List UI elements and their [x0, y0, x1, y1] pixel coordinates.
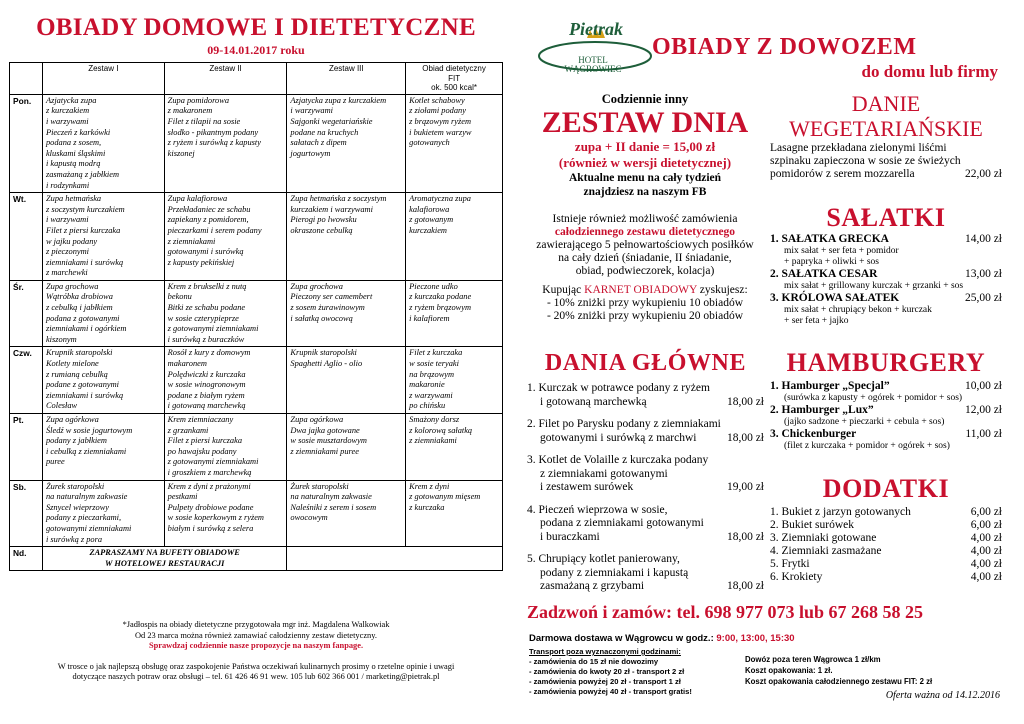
main-dish-item	[527, 382, 764, 409]
zestaw-fb1: Aktualne menu na cały tydzień	[568, 172, 722, 184]
cal-line2: całodziennego zestawu dietetycznego	[554, 226, 736, 238]
dodatki-title: DODATKI	[822, 474, 950, 503]
burger-item	[770, 380, 1002, 393]
dish-cell: Filet z kurczaka w sosie teryaki na brązowym makaronie z warzywami po chińsku	[406, 347, 503, 414]
burger-desc: (jajko sadzone + pieczarki + cebula + sos)	[784, 417, 945, 427]
cal-line3: zawierającego 5 pełnowartościowych posiłków	[536, 239, 754, 251]
transport-rule: - zamówienia powyżej 20 zł - transport 1 zł	[529, 677, 681, 686]
salad-desc: + ser feta + jajko	[784, 316, 849, 326]
side-name: 2. Bukiet surówek	[770, 519, 855, 531]
burger-item	[770, 404, 1002, 417]
side-item	[770, 545, 1002, 558]
salad-desc: + papryka + oliwki + sos	[784, 257, 879, 267]
side-item	[770, 532, 1002, 545]
note-dietitian: *Jadłospis na obiady dietetyczne przygotowała mgr inż. Magdalena Walkowiak	[122, 620, 390, 629]
table-row	[10, 193, 503, 281]
note-fanpage: Sprawdzaj codziennie nasze propozycje na naszym fanpage.	[148, 641, 364, 651]
table-header-row	[10, 63, 503, 95]
dish-cell: Aromatyczna zupa kalafiorowa z gotowanym kurczakiem	[406, 193, 503, 281]
day-label: Wt.	[10, 193, 43, 281]
burger-desc: (surówka z kapusty + ogórek + pomidor + sos)	[784, 393, 963, 403]
note-feedback: W trosce o jak najlepszą obsługę oraz zaspokojenie Państwa oczekiwań kulinarnych prosimy o rzetelne opinie i uwagi	[57, 661, 455, 671]
dodatki-section	[770, 474, 1002, 584]
burger-name: 1. Hamburger „Specjal”	[770, 380, 890, 392]
dish-cell: Żurek staropolski na naturalnym zakwasie Sznycel wieprzowy podany z pieczarkami, gotowanymi ziemniakami i surówką z pora	[42, 480, 164, 547]
main-dish-price: 18,00 zł	[726, 580, 764, 592]
delivery-hours-label: Darmowa dostawa w Wągrowcu w godz.:	[529, 633, 717, 644]
note-fit: Od 23 marca można również zamawiać całodzienny zestaw dietetyczny.	[135, 630, 377, 640]
main-dish-line: 1. Kurczak w potrawce podany z ryżem	[527, 382, 710, 394]
main-dish-line: podana z ziemniakami gotowanymi	[540, 517, 704, 529]
glowne-section	[527, 348, 764, 603]
dish-cell: Krem ziemniaczany z grzankami Filet z piersi kurczaka po hawajsku podany z gotowanymi ziemniakami i groszkiem z marchewką	[164, 414, 287, 481]
transport-rule: - zamówienia do kwoty 20 zł - transport 2 zł	[529, 667, 685, 676]
side-price: 4,00 zł	[970, 558, 1002, 570]
side-name: 3. Ziemniaki gotowane	[770, 532, 877, 544]
left-dates: 09-14.01.2017 roku	[207, 43, 305, 57]
side-name: 1. Bukiet z jarzyn gotowanych	[770, 506, 911, 518]
karnet-name: KARNET OBIADOWY	[584, 284, 697, 296]
salad-desc: mix sałat + chrupiący bekon + kurczak	[784, 305, 932, 315]
main-dish-line: 3. Kotlet de Volaille z kurczaka podany	[527, 454, 709, 466]
dish-cell: Krem z brukselki z nutą bekonu Bitki ze schabu podane w sosie czterypieprze z gotowanymi ziemniakami i surówką z buraczków	[164, 280, 287, 347]
dish-cell: Rosół z kury z domowym makaronem Polędwiczki z kurczaka w sosie winogronowym podane z białym ryżem i gotowaną marchewką	[164, 347, 287, 414]
main-dish-price: 18,00 zł	[726, 530, 764, 543]
table-header-cell	[10, 63, 43, 95]
table-header-cell: Zestaw II	[164, 63, 287, 95]
logo-text: Pietrak	[569, 19, 623, 39]
cal-line1: Istnieje również możliwość zamówienia	[552, 213, 738, 225]
dish-cell: Krem z dyni z prażonymi pestkami Pulpety drobiowe podane w sosie koperkowym z ryżem białym i surówką z selera	[164, 480, 287, 547]
day-label: Śr.	[10, 280, 43, 347]
burger-price: 11,00 zł	[965, 428, 1002, 440]
main-dish-last-line	[527, 432, 764, 446]
logo-hotel	[543, 56, 643, 74]
main-dish-item	[527, 418, 764, 445]
burger-item	[770, 428, 1002, 441]
salatki-section	[770, 203, 1002, 327]
main-dish-line: i buraczkami	[540, 530, 600, 543]
karnet-text2: zyskujesz:	[696, 284, 748, 296]
delivery-hours-times: 9:00, 13:00, 15:30	[716, 633, 795, 644]
left-notes	[0, 620, 512, 683]
dish-cell: Zupa hetmańska z soczystym kurczakiem i warzywami Filet z piersi kurczaka w jajku podany z pieczonymi ziemniakami i surówką z marchewki	[42, 193, 164, 281]
empty-cell	[287, 547, 503, 571]
wege-price: 22,00 zł	[964, 168, 1002, 180]
main-dish-price: 18,00 zł	[726, 395, 764, 408]
left-title: OBIADY DOMOWE I DIETETYCZNE	[36, 14, 476, 41]
cal-line5: obiad, podwieczorek, kolacja)	[575, 265, 715, 277]
wege-line1: Lasagne przekładana zielonymi liśćmi	[770, 142, 947, 154]
zestaw-price: zupa + II danie = 15,00 zł	[574, 139, 716, 154]
dish-cell: Azjatycka zupa z kurczakiem i warzywami Pieczeń z karkówki podana z sosem, kluskami śląskimi i kapustą modrą zasmażaną z jabłkiem i rodzynkami	[42, 94, 164, 192]
wege-title2: WEGETARIAŃSKIE	[789, 116, 983, 141]
main-dish-last-line	[527, 396, 764, 410]
karnet-10: - 10% zniżki przy wykupieniu 10 obiadów	[546, 297, 744, 309]
dish-cell: Zupa grochowa Wątróbka drobiowa z cebulką i jabłkiem podana z gotowanymi ziemniakami i ogórkiem kiszonym	[42, 280, 164, 347]
side-item	[770, 519, 1002, 532]
table-header-cell: Zestaw I	[42, 63, 164, 95]
dish-cell: Zupa grochowa Pieczony ser camembert z sosem żurawinowym i sałatką owocową	[287, 280, 406, 347]
logo-hotel-label: HOTEL	[578, 55, 608, 65]
main-dish-last-line	[527, 580, 764, 594]
salad-desc: mix sałat + grillowany kurczak + grzanki + sos	[784, 281, 964, 291]
burger-name: 3. Chickenburger	[770, 428, 857, 440]
burger-desc: (filet z kurczaka + pomidor + ogórek + sos)	[784, 441, 950, 451]
main-dish-last-line	[527, 531, 764, 545]
delivery-outside: Dowóz poza teren Wągrowca 1 zł/km	[745, 655, 881, 664]
main-dish-line: zasmażaną z grzybami	[540, 580, 645, 592]
main-dish-line: i gotowaną marchewką	[540, 395, 647, 408]
side-name: 5. Frytki	[770, 558, 810, 570]
sunday-note: ZAPRASZAMY NA BUFETY OBIADOWE W HOTELOWEJ RESTAURACJI	[42, 547, 286, 571]
dish-cell: Pieczone udko z kurczaka podane z ryżem brązowym i kalafiorem	[406, 280, 503, 347]
salad-item	[770, 268, 1002, 281]
package-cost-fit: Koszt opakowania całodziennego zestawu FIT: 2 zł	[745, 677, 933, 686]
main-dish-item	[527, 504, 764, 545]
offer-valid: Oferta ważna od 14.12.2016	[885, 690, 1000, 701]
karnet-20: - 20% zniżki przy wykupieniu 20 obiadów	[546, 310, 744, 322]
table-row	[10, 347, 503, 414]
table-row	[10, 414, 503, 481]
weekly-menu-table	[9, 62, 503, 571]
delivery-title: OBIADY Z DOWOZEM	[652, 34, 917, 60]
main-dish-line: z ziemniakami gotowanymi	[540, 467, 668, 480]
side-item	[770, 571, 1002, 584]
wege-line3	[770, 168, 1002, 181]
dish-cell: Zupa ogórkowa Śledź w sosie jogurtowym podany z jabłkiem i cebulką z ziemniakami puree	[42, 414, 164, 481]
cal-line4: na cały dzień (śniadanie, II śniadanie,	[558, 252, 732, 264]
zestaw-section	[525, 92, 765, 323]
main-dish-item	[527, 553, 764, 594]
salad-item	[770, 292, 1002, 305]
salad-name: 2. SAŁATKA CESAR	[770, 268, 878, 280]
transport-heading: Transport poza wyznaczonymi godzinami:	[529, 647, 681, 656]
side-item	[770, 558, 1002, 571]
side-price: 6,00 zł	[970, 506, 1002, 518]
zestaw-fb2: znajdziesz na naszym FB	[583, 186, 707, 198]
zestaw-diet: (również w wersji dietetycznej)	[558, 155, 732, 170]
table-row	[10, 94, 503, 192]
delivery-hours	[529, 633, 829, 644]
package-costs	[745, 654, 1005, 687]
dish-cell: Azjatycka zupa z kurczakiem i warzywami Sajgonki wegetariańskie podane na kruchych sałatach z dipem jogurtowym	[287, 94, 406, 192]
main-dish-line: podany z ziemniakami i kapustą	[540, 566, 689, 579]
side-price: 6,00 zł	[970, 519, 1002, 531]
table-row	[10, 480, 503, 547]
transport-terms	[529, 647, 739, 697]
wege-line2: szpinaku zapieczona w sosie ze świeżych	[770, 155, 961, 167]
side-price: 4,00 zł	[970, 571, 1002, 583]
dish-cell: Zupa hetmańska z soczystym kurczakiem i warzywami Pierogi po lwowsku okraszone cebulką	[287, 193, 406, 281]
side-name: 6. Krokiety	[770, 571, 823, 583]
day-label: Nd.	[10, 547, 43, 571]
burger-price: 10,00 zł	[964, 380, 1002, 392]
transport-rule: - zamówienia powyżej 40 zł - transport gratis!	[529, 687, 692, 696]
main-dish-line: 4. Pieczeń wieprzowa w sosie,	[527, 503, 668, 516]
salad-desc: mix sałat + ser feta + pomidor	[784, 246, 899, 256]
delivery-subtitle: do domu lub firmy	[861, 62, 998, 81]
side-item	[770, 506, 1002, 519]
salad-price: 25,00 zł	[964, 292, 1002, 304]
main-dish-line: gotowanymi i surówką z marchwi	[540, 431, 697, 444]
hamb-title: HAMBURGERY	[786, 348, 986, 377]
dish-cell: Zupa kalafiorowa Przekładaniec ze schabu zapiekany z pomidorem, pieczarkami i serem podany z ziemniakami gotowanymi i surówką z kapusty pekińskiej	[164, 193, 287, 281]
main-dish-line: i zestawem surówek	[540, 481, 634, 493]
day-label: Sb.	[10, 480, 43, 547]
dish-cell: Krem z dyni z gotowanym mięsem z kurczaka	[406, 480, 503, 547]
main-dish-price: 19,00 zł	[726, 481, 764, 493]
salatki-title: SAŁATKI	[826, 203, 946, 232]
karnet-text: Kupując	[542, 284, 585, 296]
salad-name: 3. KRÓLOWA SAŁATEK	[770, 292, 900, 304]
salad-item	[770, 233, 1002, 246]
hamb-section	[770, 348, 1002, 452]
main-dish-line: 2. Filet po Parysku podany z ziemniakami	[527, 418, 721, 430]
table-header-cell: Zestaw III	[287, 63, 406, 95]
dish-cell: Kotlet schabowy z ziołami podany z brązowym ryżem i bukietem warzyw gotowanych	[406, 94, 503, 192]
day-label: Pt.	[10, 414, 43, 481]
transport-rule: - zamówienia do 15 zł nie dowozimy	[529, 657, 659, 666]
wege-section	[770, 92, 1002, 181]
zestaw-title: ZESTAW DNIA	[541, 106, 749, 139]
table-header-cell: Obiad dietetyczny FIT ok. 500 kcal*	[406, 63, 503, 95]
package-cost: Koszt opakowania: 1 zł.	[745, 666, 833, 675]
wege-line3-text: pomidorów z serem mozzarella	[770, 168, 915, 180]
side-price: 4,00 zł	[970, 545, 1002, 557]
main-dish-item	[527, 454, 764, 495]
glowne-title: DANIA GŁÓWNE	[544, 350, 747, 376]
dish-cell: Krupnik staropolski Kotlety mielone z rumianą cebulką podane z gotowanymi ziemniakami i surówką Colesław	[42, 347, 164, 414]
dish-cell: Krupnik staropolski Spaghetti Aglio - olio	[287, 347, 406, 414]
burger-price: 12,00 zł	[964, 404, 1002, 416]
logo-city: WĄGROWIEC	[564, 64, 622, 74]
dish-cell: Smażony dorsz z kolorową sałatką z ziemniakami	[406, 414, 503, 481]
salad-price: 13,00 zł	[964, 268, 1002, 280]
salad-name: 1. SAŁATKA GRECKA	[770, 233, 889, 245]
order-phone: Zadzwoń i zamów: tel. 698 977 073 lub 67 268 58 25	[527, 602, 923, 622]
salad-price: 14,00 zł	[964, 233, 1002, 245]
zestaw-intro: Codziennie inny	[601, 92, 689, 106]
main-dish-last-line	[527, 481, 764, 495]
table-row	[10, 547, 503, 571]
dish-cell: Żurek staropolski na naturalnym zakwasie Naleśniki z serem i sosem owocowym	[287, 480, 406, 547]
note-contact: dotyczące naszych potraw oraz obsługi – tel. 61 426 46 91 wew. 105 lub 602 366 001 / marketing@pietrak.pl	[72, 672, 440, 682]
day-label: Czw.	[10, 347, 43, 414]
day-label: Pon.	[10, 94, 43, 192]
side-price: 4,00 zł	[970, 532, 1002, 544]
dish-cell: Zupa pomidorowa z makaronem Filet z tilapii na sosie słodko - pikantnym podany z ryżem i surówką z kapusty kiszonej	[164, 94, 287, 192]
main-dish-price: 18,00 zł	[726, 431, 764, 444]
karnet-line	[525, 284, 765, 297]
burger-name: 2. Hamburger „Lux”	[770, 404, 874, 416]
table-row	[10, 280, 503, 347]
wege-title1: DANIE	[851, 91, 921, 116]
side-name: 4. Ziemniaki zasmażane	[770, 545, 882, 557]
main-dish-line: 5. Chrupiący kotlet panierowany,	[527, 553, 680, 565]
dish-cell: Zupa ogórkowa Dwa jajka gotowane w sosie musztardowym z ziemniakami puree	[287, 414, 406, 481]
